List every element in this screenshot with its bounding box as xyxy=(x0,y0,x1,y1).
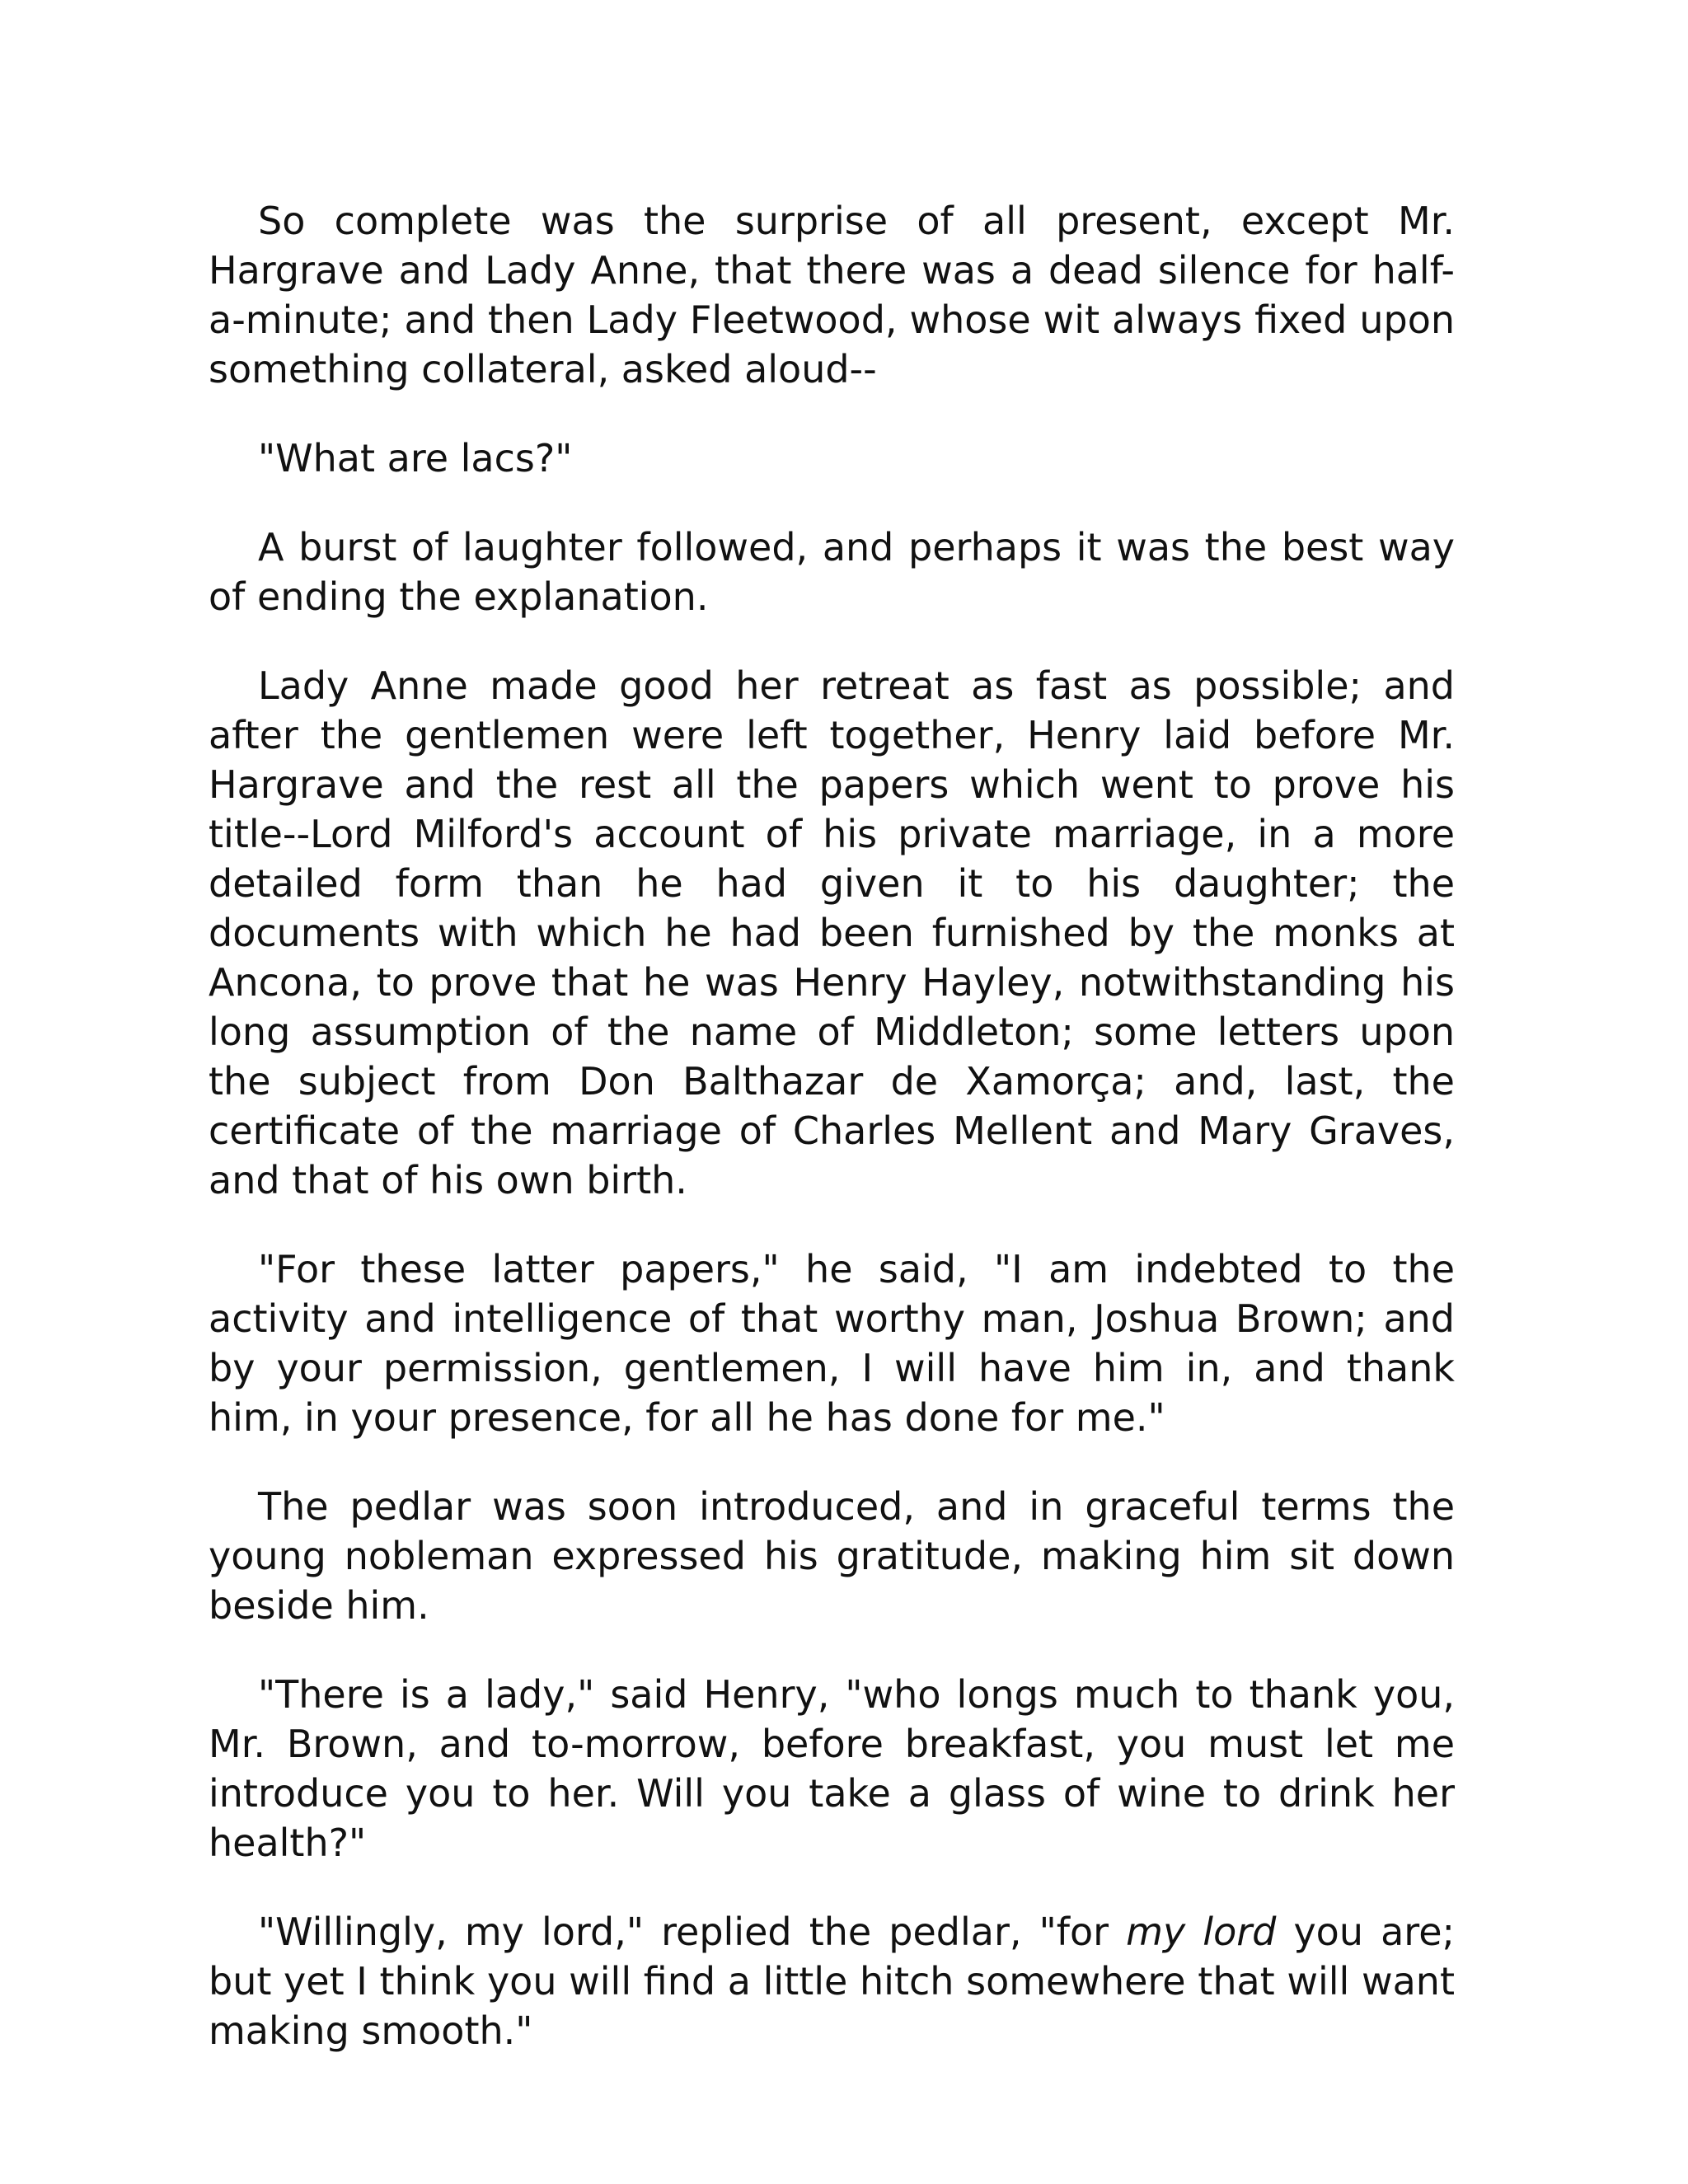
paragraph-8-text-before: "Willingly, my lord," replied the pedlar, "for xyxy=(258,1910,1127,1954)
paragraph-1: So complete was the surprise of all present, except Mr. Hargrave and Lady Anne, that there was a dead silence for half-a-minute; and then Lady Fleetwood, whose wit always fixed upon something collateral, asked aloud-- xyxy=(209,199,1455,391)
paragraph-6: The pedlar was soon introduced, and in graceful terms the young nobleman expressed his gratitude, making him sit down beside him. xyxy=(209,1484,1455,1628)
paragraph-2: "What are lacs?" xyxy=(258,436,573,480)
paragraph-7: "There is a lady," said Henry, "who longs much to thank you, Mr. Brown, and to-morrow, before breakfast, you must let me introduce you to her. Will you take a glass of wine to drink her health?" xyxy=(209,1672,1455,1865)
document-page xyxy=(209,196,1455,2095)
paragraph-8 xyxy=(209,1907,1455,2055)
paragraph-4: Lady Anne made good her retreat as fast as possible; and after the gentlemen were left together, Henry laid before Mr. Hargrave and the rest all the papers which went to prove his title--Lord Milford's account of his private marriage, in a more detailed form than he had given it to his daughter; the documents with which he had been furnished by the monks at Ancona, to prove that he was Henry Hayley, notwithstanding his long assumption of the name of Middleton; some letters upon the subject from Don Balthazar de Xamorça; and, last, the certificate of the marriage of Charles Mellent and Mary Graves, and that of his own birth. xyxy=(209,663,1455,1202)
paragraph-8-text-after: you are; but yet I think you will find a little hitch somewhere that will want making smooth." xyxy=(209,1910,1455,2053)
paragraph-3: A burst of laughter followed, and perhaps it was the best way of ending the explanation. xyxy=(209,525,1455,619)
paragraph-8-italic-text: my lord xyxy=(1126,1910,1277,1954)
paragraph-5: "For these latter papers," he said, "I am indebted to the activity and intelligence of that worthy man, Joshua Brown; and by your permission, gentlemen, I will have him in, and thank him, in your presence, for all he has done for me." xyxy=(209,1247,1455,1440)
